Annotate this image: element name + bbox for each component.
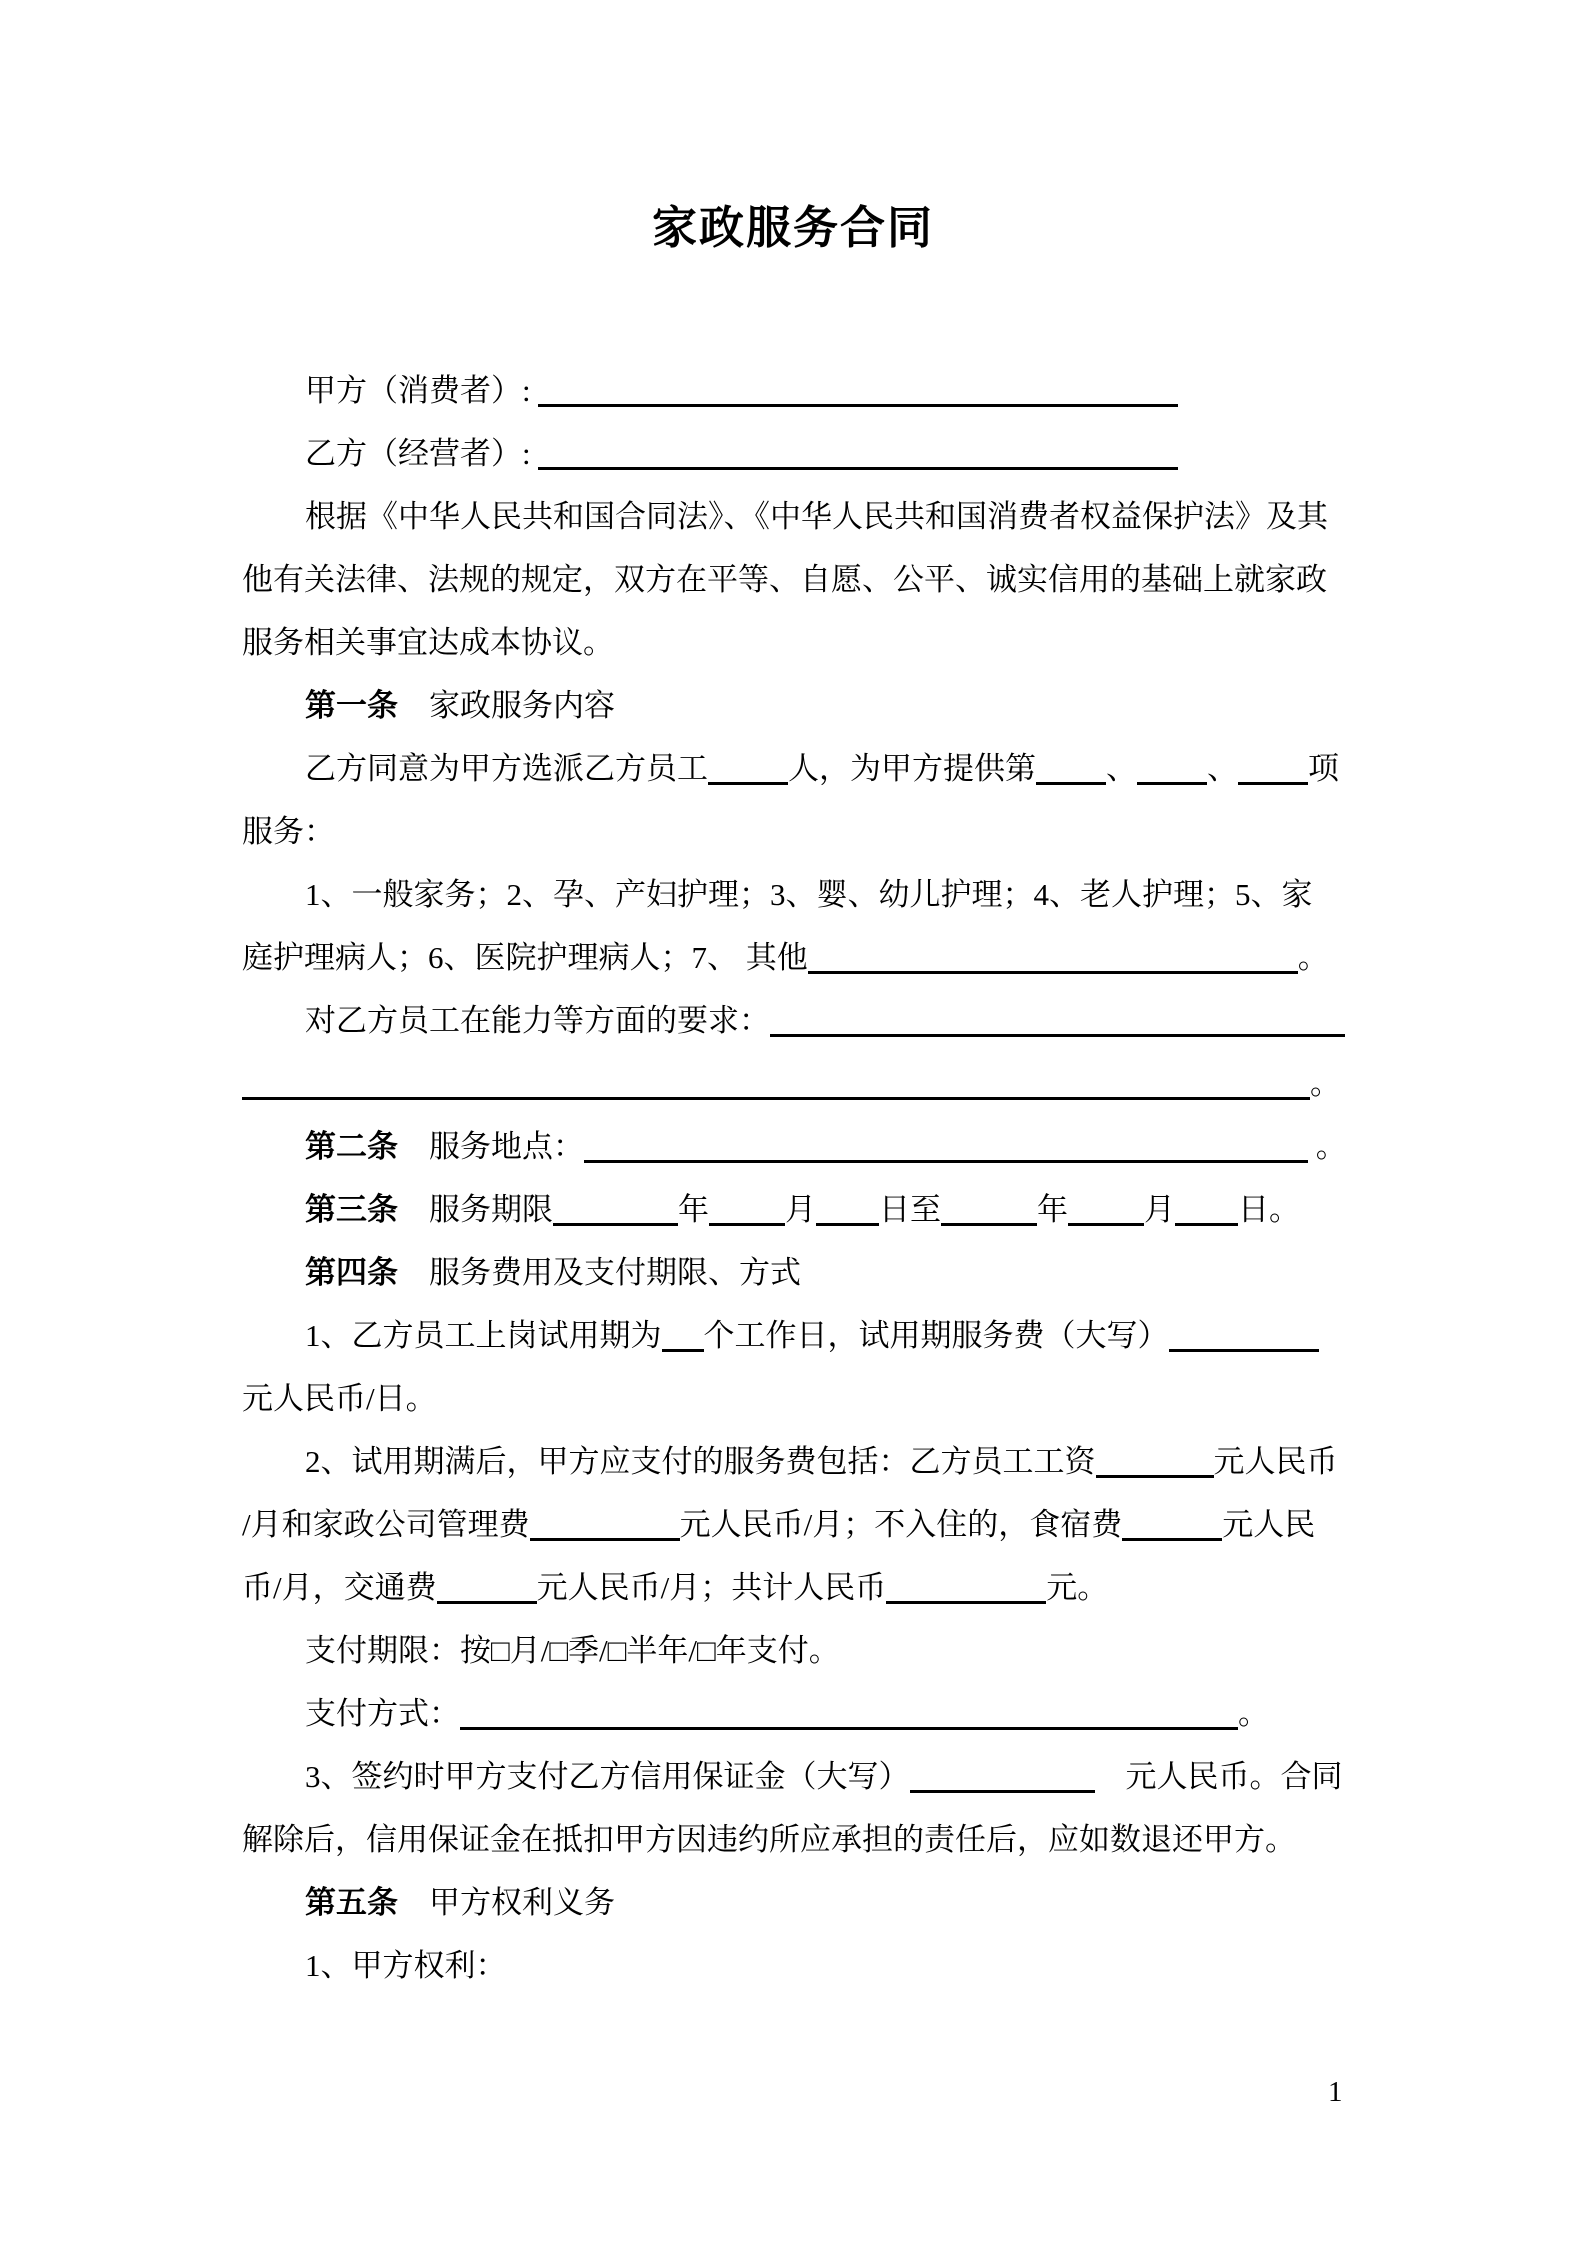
clause-heading: 第一条 (305, 688, 398, 723)
text-run: 。 (1238, 1696, 1269, 1731)
document-line (242, 674, 1367, 737)
fill-in-blank (1122, 1538, 1222, 1541)
text-run: 元。 (1046, 1570, 1109, 1605)
text-run: 服务地点： (398, 1129, 584, 1164)
fill-in-blank (709, 1223, 785, 1226)
text-run: 年 (678, 1192, 709, 1227)
document-line (242, 485, 1367, 548)
fill-in-blank (910, 1790, 1095, 1793)
fill-in-blank (770, 1034, 1345, 1037)
fill-in-blank (538, 404, 1178, 407)
text-run: 1、甲方权利： (305, 1948, 507, 1983)
document-line (242, 1304, 1367, 1367)
document-line (242, 737, 1367, 800)
fill-in-blank (886, 1601, 1046, 1604)
document-line (242, 1178, 1367, 1241)
document-line (242, 1808, 1367, 1871)
text-run: 、 (1106, 751, 1137, 786)
text-run: 个工作日，试用期服务费（大写） (703, 1318, 1169, 1353)
fill-in-blank (662, 1349, 704, 1352)
text-run: 元人民币/月；不入住的，食宿费 (679, 1507, 1123, 1542)
text-run: 、 (1207, 751, 1238, 786)
text-run: 。 (1308, 1129, 1347, 1164)
text-run: 甲方（消费者）: (305, 373, 539, 408)
text-run: 日。 (1238, 1192, 1300, 1227)
document-line (242, 1241, 1367, 1304)
document-line (242, 548, 1367, 611)
document-line (242, 1430, 1367, 1493)
document-line (242, 359, 1367, 422)
fill-in-blank (708, 782, 788, 785)
text-run: 服务相关事宜达成本协议。 (242, 625, 614, 660)
fill-in-blank (808, 971, 1298, 974)
text-run: 元人民币 (1213, 1444, 1338, 1479)
fill-in-blank (1137, 782, 1207, 785)
text-run: 支付期限：按□月/□季/□半年/□年支付。 (305, 1633, 840, 1668)
fill-in-blank (460, 1727, 1238, 1730)
text-run: 。 (1297, 940, 1329, 975)
fill-in-blank (553, 1223, 678, 1226)
document-line (242, 1052, 1367, 1115)
text-run: 日至 (879, 1192, 941, 1227)
fill-in-blank (530, 1538, 680, 1541)
document-line (242, 800, 1367, 863)
text-run: 人，为甲方提供第 (788, 751, 1036, 786)
text-run: 。 (1310, 1066, 1341, 1101)
text-run: 元人民 (1222, 1507, 1316, 1542)
document-line (242, 422, 1367, 485)
text-run: 庭护理病人；6、医院护理病人；7、 其他 (242, 940, 808, 975)
text-run: 他有关法律、法规的规定，双方在平等、自愿、公平、诚实信用的基础上就家政 (242, 562, 1327, 597)
fill-in-blank (242, 1097, 1310, 1100)
document-line (242, 1745, 1367, 1808)
text-run: 甲方权利义务 (398, 1885, 615, 1920)
document-line (242, 863, 1367, 926)
text-run: 乙方（经营者）: (305, 436, 539, 471)
fill-in-blank (437, 1601, 537, 1604)
text-run: 年 (1037, 1192, 1068, 1227)
fill-in-blank (1036, 782, 1106, 785)
document-body (0, 359, 1367, 1997)
fill-in-blank (538, 467, 1178, 470)
text-run: 服务费用及支付期限、方式 (398, 1255, 801, 1290)
text-run: 家政服务内容 (398, 688, 615, 723)
text-run: 元人民币。合同 (1094, 1759, 1343, 1794)
fill-in-blank (1238, 782, 1308, 785)
document-line (242, 1682, 1367, 1745)
fill-in-blank (1096, 1475, 1214, 1478)
document-line (242, 989, 1367, 1052)
text-run: 元人民币/月；共计人民币 (536, 1570, 887, 1605)
text-run: 1、一般家务；2、孕、产妇护理；3、婴、幼儿护理；4、老人护理；5、家 (305, 877, 1313, 912)
document-line (242, 1871, 1367, 1934)
page-number: 1 (1328, 2076, 1343, 2108)
text-run: 根据《中华人民共和国合同法》、《中华人民共和国消费者权益保护法》及其 (305, 499, 1328, 534)
clause-heading: 第二条 (305, 1129, 398, 1164)
clause-heading: 第五条 (305, 1885, 398, 1920)
text-run: 乙方同意为甲方选派乙方员工 (305, 751, 708, 786)
fill-in-blank (941, 1223, 1037, 1226)
text-run: 服务： (242, 814, 335, 849)
document-line (242, 926, 1367, 989)
text-run: 币/月，交通费 (242, 1570, 437, 1605)
text-run: 解除后，信用保证金在抵扣甲方因违约所应承担的责任后，应如数退还甲方。 (242, 1822, 1296, 1857)
fill-in-blank (1175, 1223, 1238, 1226)
document-line (242, 1493, 1367, 1556)
document-line (242, 1556, 1367, 1619)
clause-heading: 第三条 (305, 1192, 398, 1227)
fill-in-blank (816, 1223, 879, 1226)
fill-in-blank (584, 1160, 1308, 1163)
text-run: 项 (1308, 751, 1339, 786)
text-run: 对乙方员工在能力等方面的要求： (305, 1003, 770, 1038)
fill-in-blank (1068, 1223, 1144, 1226)
document-line (242, 1367, 1367, 1430)
text-run: 2、试用期满后，甲方应支付的服务费包括：乙方员工工资 (305, 1444, 1096, 1479)
text-run: 月 (785, 1192, 816, 1227)
document-line (242, 1619, 1367, 1682)
text-run: 元人民币/日。 (242, 1381, 437, 1416)
text-run: /月和家政公司管理费 (242, 1507, 530, 1542)
clause-heading: 第四条 (305, 1255, 398, 1290)
text-run: 月 (1144, 1192, 1175, 1227)
text-run: 1、乙方员工上岗试用期为 (305, 1318, 662, 1353)
document-line (242, 1934, 1367, 1997)
document-line (242, 611, 1367, 674)
text-run: 支付方式： (305, 1696, 460, 1731)
fill-in-blank (1169, 1349, 1319, 1352)
text-run: 3、签约时甲方支付乙方信用保证金（大写） (305, 1759, 910, 1794)
document-line (242, 1115, 1367, 1178)
text-run: 服务期限 (398, 1192, 553, 1227)
document-title: 家政服务合同 (651, 203, 934, 253)
